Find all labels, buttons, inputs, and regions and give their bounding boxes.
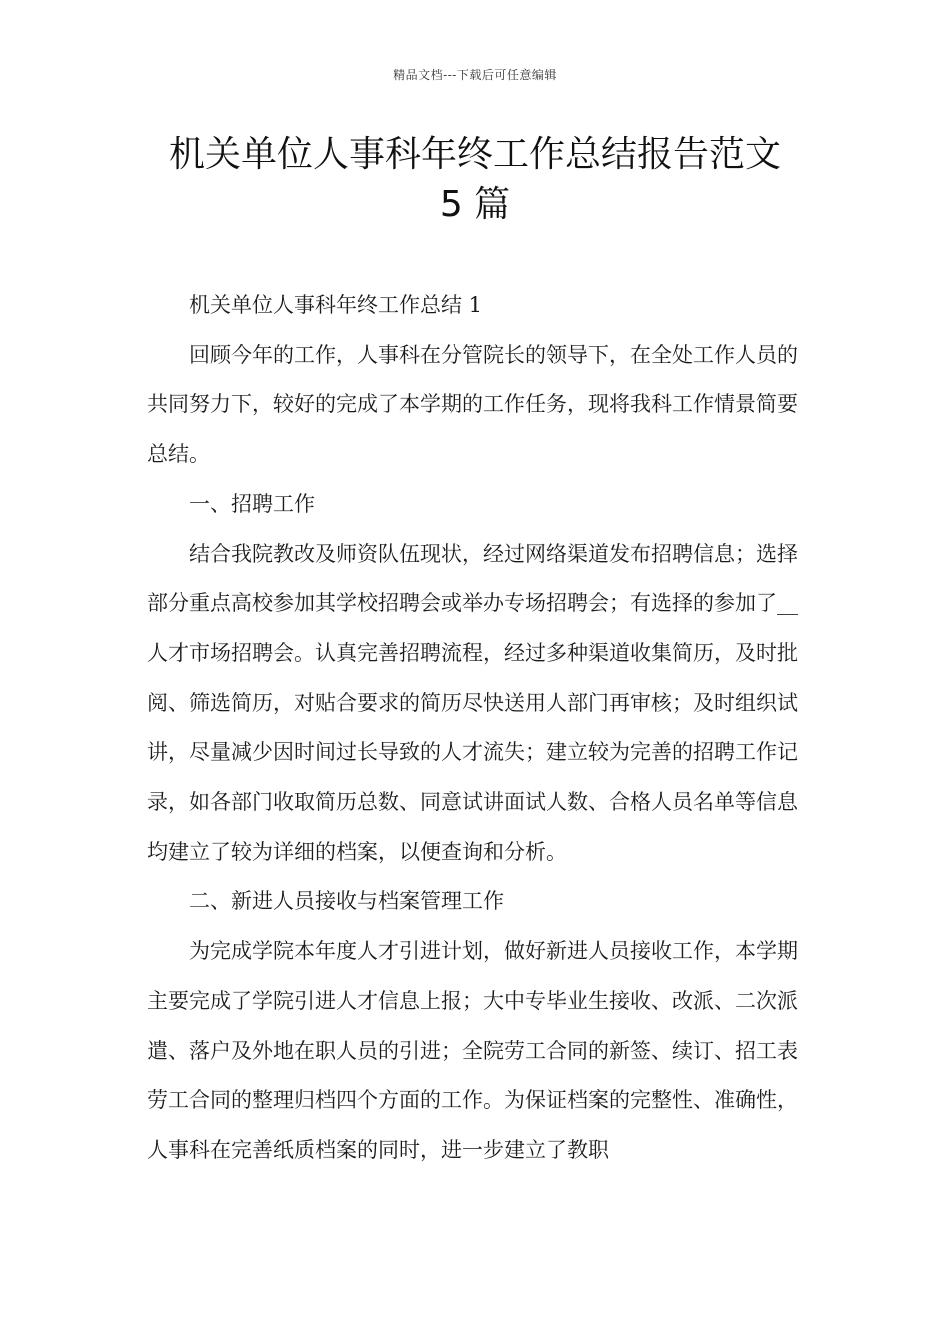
paragraph: 结合我院教改及师资队伍现状，经过网络渠道发布招聘信息；选择部分重点高校参加其学校招聘会或举办专场招聘会；有选择的参加了__人才市场招聘会。认真完善招聘流程，经过多种渠道收集简历，及时批阅、筛选简历，对贴合要求的简历尽快送用人部门再审核；及时组织试讲，尽量减少因时间过长导致的人才流失；建立较为完善的招聘工作记录，如各部门收取简历总数、同意试讲面试人数、合格人员名单等信息均建立了较为详细的档案，以便查询和分析。 bbox=[147, 541, 798, 864]
paragraph: 为完成学院本年度人才引进计划，做好新进人员接收工作，本学期主要完成了学院引进人才信息上报；大中专毕业生接收、改派、二次派遣、落户及外地在职人员的引进；全院劳工合同的新签、续订、招工表劳工合同的整理归档四个方面的工作。为保证档案的完整性、准确性，人事科在完善纸质档案的同时，进一步建立了教职 bbox=[147, 939, 798, 1162]
document-title-line-2: 5 篇 bbox=[439, 184, 511, 225]
section-heading: 机关单位人事科年终工作总结 1 bbox=[189, 293, 483, 317]
paragraph: 回顾今年的工作，人事科在分管院长的领导下，在全处工作人员的共同努力下，较好的完成了本学期的工作任务，现将我科工作情景简要总结。 bbox=[147, 342, 798, 467]
header-note: 精品文档---下载后可任意编辑 bbox=[393, 68, 557, 82]
subsection-heading: 一、招聘工作 bbox=[189, 491, 315, 516]
document-body bbox=[147, 281, 807, 1176]
document-title-line-1: 机关单位人事科年终工作总结报告范文 bbox=[168, 134, 781, 175]
subsection-heading: 二、新进人员接收与档案管理工作 bbox=[189, 889, 504, 914]
document-title bbox=[120, 130, 830, 230]
